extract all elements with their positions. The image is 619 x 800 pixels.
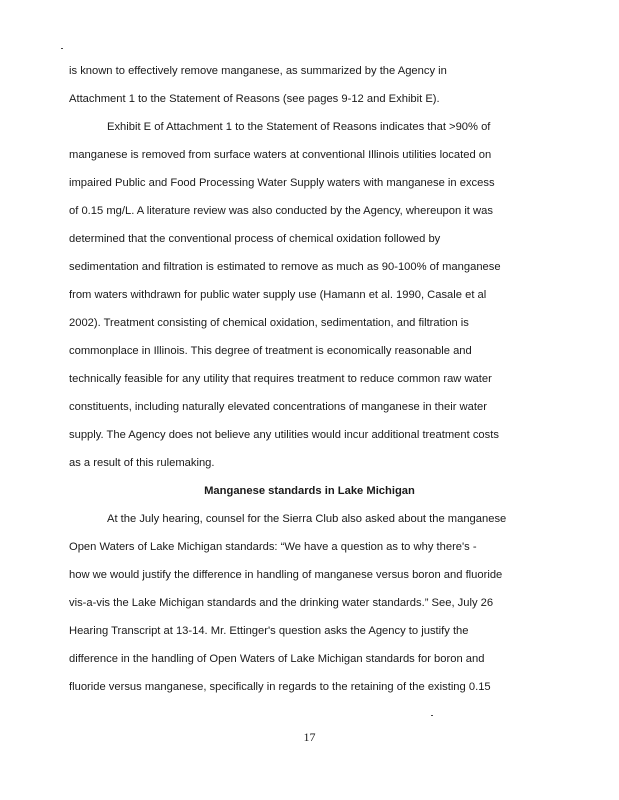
text-line: of 0.15 mg/L. A literature review was also conducted by the Agency, whereupon it was xyxy=(69,205,493,217)
text-line: Open Waters of Lake Michigan standards: “We have a question as to why there's - xyxy=(69,541,477,553)
text-line: supply. The Agency does not believe any utilities would incur additional treatment costs xyxy=(69,429,499,441)
text-line: vis-a-vis the Lake Michigan standards and the drinking water standards.” See, July 26 xyxy=(69,597,494,609)
scan-speck xyxy=(61,48,63,49)
text-line: determined that the conventional process of chemical oxidation followed by xyxy=(69,233,441,245)
text-line: commonplace in Illinois. This degree of treatment is economically reasonable and xyxy=(69,345,472,357)
text-line: impaired Public and Food Processing Water Supply waters with manganese in excess xyxy=(69,177,495,189)
scan-speck xyxy=(431,715,433,716)
text-line: Hearing Transcript at 13-14. Mr. Ettinger's question asks the Agency to justify the xyxy=(69,625,469,637)
text-line: constituents, including naturally elevated concentrations of manganese in their water xyxy=(69,401,487,413)
text-line: 2002). Treatment consisting of chemical oxidation, sedimentation, and filtration is xyxy=(69,317,469,329)
text-line: sedimentation and filtration is estimated to remove as much as 90-100% of manganese xyxy=(69,261,501,273)
text-line: is known to effectively remove manganese, as summarized by the Agency in xyxy=(69,65,447,77)
text-line: as a result of this rulemaking. xyxy=(69,457,215,469)
text-line: technically feasible for any utility that requires treatment to reduce common raw water xyxy=(69,373,492,385)
section-heading: Manganese standards in Lake Michigan xyxy=(204,485,415,497)
text-line: At the July hearing, counsel for the Sierra Club also asked about the manganese xyxy=(107,513,507,525)
text-line: from waters withdrawn for public water supply use (Hamann et al. 1990, Casale et al xyxy=(69,289,487,301)
page-number: 17 xyxy=(303,730,316,744)
text-line: fluoride versus manganese, specifically in regards to the retaining of the existing 0.15 xyxy=(69,681,491,693)
text-line: manganese is removed from surface waters at conventional Illinois utilities located on xyxy=(69,149,492,161)
text-line: Attachment 1 to the Statement of Reasons (see pages 9-12 and Exhibit E). xyxy=(69,93,440,105)
text-line: how we would justify the difference in handling of manganese versus boron and fluoride xyxy=(69,569,503,581)
text-line: difference in the handling of Open Waters of Lake Michigan standards for boron and xyxy=(69,653,485,665)
text-line: Exhibit E of Attachment 1 to the Statement of Reasons indicates that >90% of xyxy=(107,121,491,133)
